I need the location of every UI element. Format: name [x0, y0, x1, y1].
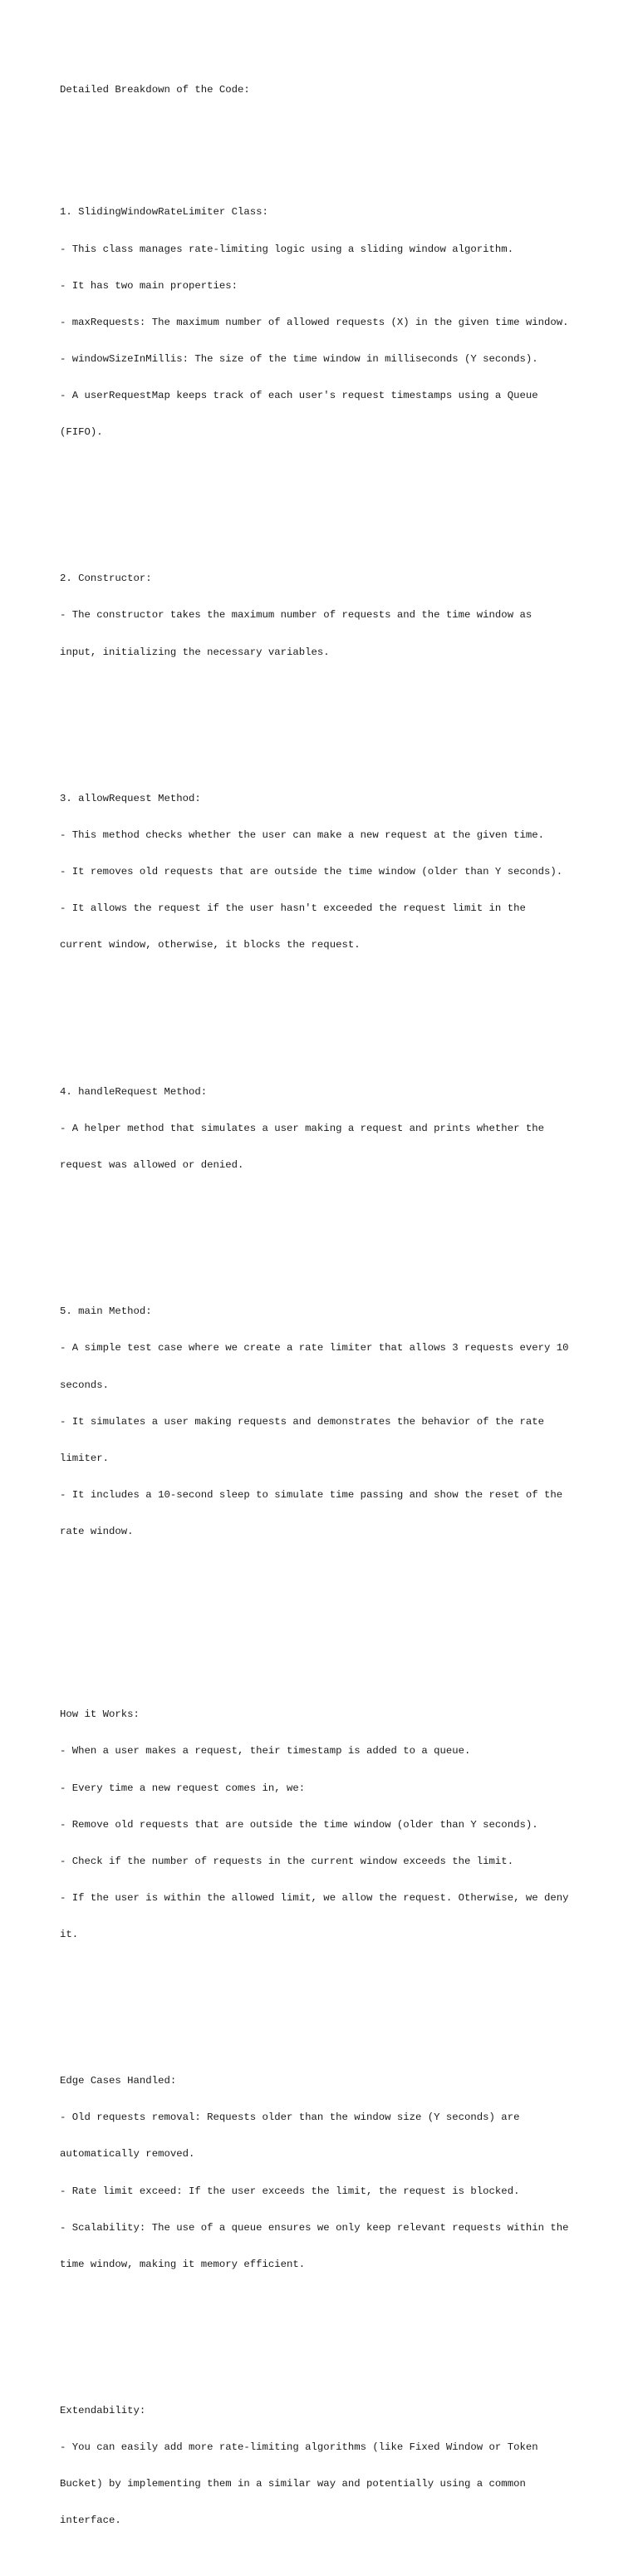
text-line: rate window.	[60, 1525, 134, 1537]
section-extendability	[60, 2381, 591, 2552]
section-title: Extendability:	[60, 2405, 146, 2417]
spacer	[60, 1599, 591, 1635]
text-line: automatically removed.	[60, 2148, 195, 2161]
section-title: 4. handleRequest Method:	[60, 1085, 208, 1098]
text-line: Bucket) by implementing them in a similar way and potentially using a common	[60, 2478, 526, 2490]
text-line: current window, otherwise, it blocks the request.	[60, 939, 361, 951]
document-body	[60, 60, 591, 2576]
text-line: - Old requests removal: Requests older than the window size (Y seconds) are	[60, 2111, 520, 2124]
section-title: Edge Cases Handled:	[60, 2075, 177, 2087]
text-line: - It allows the request if the user hasn't exceeded the request limit in the	[60, 902, 526, 915]
section-sliding-window-class	[60, 182, 591, 463]
text-line: - Check if the number of requests in the current window exceeds the limit.	[60, 1855, 514, 1867]
text-line: - It simulates a user making requests and demonstrates the behavior of the rate	[60, 1415, 544, 1428]
text-line: - This method checks whether the user can make a new request at the given time.	[60, 829, 544, 842]
section-constructor	[60, 548, 591, 683]
spacer	[60, 1989, 591, 2002]
section-title: How it Works:	[60, 1708, 140, 1721]
section-handle-request	[60, 1061, 591, 1196]
text-line: - You can easily add more rate-limiting algorithms (like Fixed Window or Token	[60, 2441, 538, 2454]
text-line: interface.	[60, 2515, 121, 2527]
section-allow-request	[60, 769, 591, 976]
text-line: - A helper method that simulates a user making a request and prints whether the	[60, 1122, 544, 1134]
section-how-it-works	[60, 1684, 591, 1965]
text-line: - When a user makes a request, their timestamp is added to a queue.	[60, 1745, 471, 1757]
text-line: - This class manages rate-limiting logic using a sliding window algorithm.	[60, 243, 514, 255]
spacer	[60, 707, 591, 720]
text-line: seconds.	[60, 1379, 110, 1391]
text-line: time window, making it memory efficient.	[60, 2258, 306, 2270]
document-heading: Detailed Breakdown of the Code:	[60, 84, 250, 96]
text-line: - maxRequests: The maximum number of allowed requests (X) in the given time window.	[60, 316, 569, 328]
text-line: request was allowed or denied.	[60, 1158, 244, 1171]
text-line: - It includes a 10-second sleep to simulate time passing and show the reset of the	[60, 1488, 563, 1501]
section-title: 3. allowRequest Method:	[60, 792, 201, 804]
text-line: - Every time a new request comes in, we:	[60, 1782, 306, 1794]
text-line: limiter.	[60, 1452, 110, 1464]
spacer	[60, 487, 591, 499]
spacer	[60, 1000, 591, 1013]
text-line: - If the user is within the allowed limit, we allow the request. Otherwise, we deny	[60, 1891, 569, 1904]
section-title: 2. Constructor:	[60, 573, 152, 585]
text-line: (FIFO).	[60, 425, 103, 438]
text-line: - The constructor takes the maximum number of requests and the time window as	[60, 609, 532, 622]
spacer	[60, 121, 591, 134]
text-line: - It has two main properties:	[60, 279, 238, 292]
text-line: - Remove old requests that are outside the time window (older than Y seconds).	[60, 1818, 538, 1831]
section-main-method	[60, 1281, 591, 1562]
section-title: 5. main Method:	[60, 1305, 152, 1318]
text-line: - A simple test case where we create a rate limiter that allows 3 requests every 10	[60, 1342, 569, 1354]
section-title: 1. SlidingWindowRateLimiter Class:	[60, 206, 268, 219]
text-line: - A userRequestMap keeps track of each user's request timestamps using a Queue	[60, 389, 538, 401]
spacer	[60, 2319, 591, 2332]
text-line: input, initializing the necessary variables.	[60, 646, 330, 658]
text-line: - windowSizeInMillis: The size of the time window in milliseconds (Y seconds).	[60, 352, 538, 365]
text-line: it.	[60, 1928, 79, 1940]
text-line: - It removes old requests that are outside the time window (older than Y seconds).	[60, 866, 563, 878]
spacer	[60, 1220, 591, 1232]
text-line: - Rate limit exceed: If the user exceeds the limit, the request is blocked.	[60, 2185, 520, 2197]
section-edge-cases	[60, 2051, 591, 2295]
text-line: - Scalability: The use of a queue ensures we only keep relevant requests within the	[60, 2221, 569, 2234]
